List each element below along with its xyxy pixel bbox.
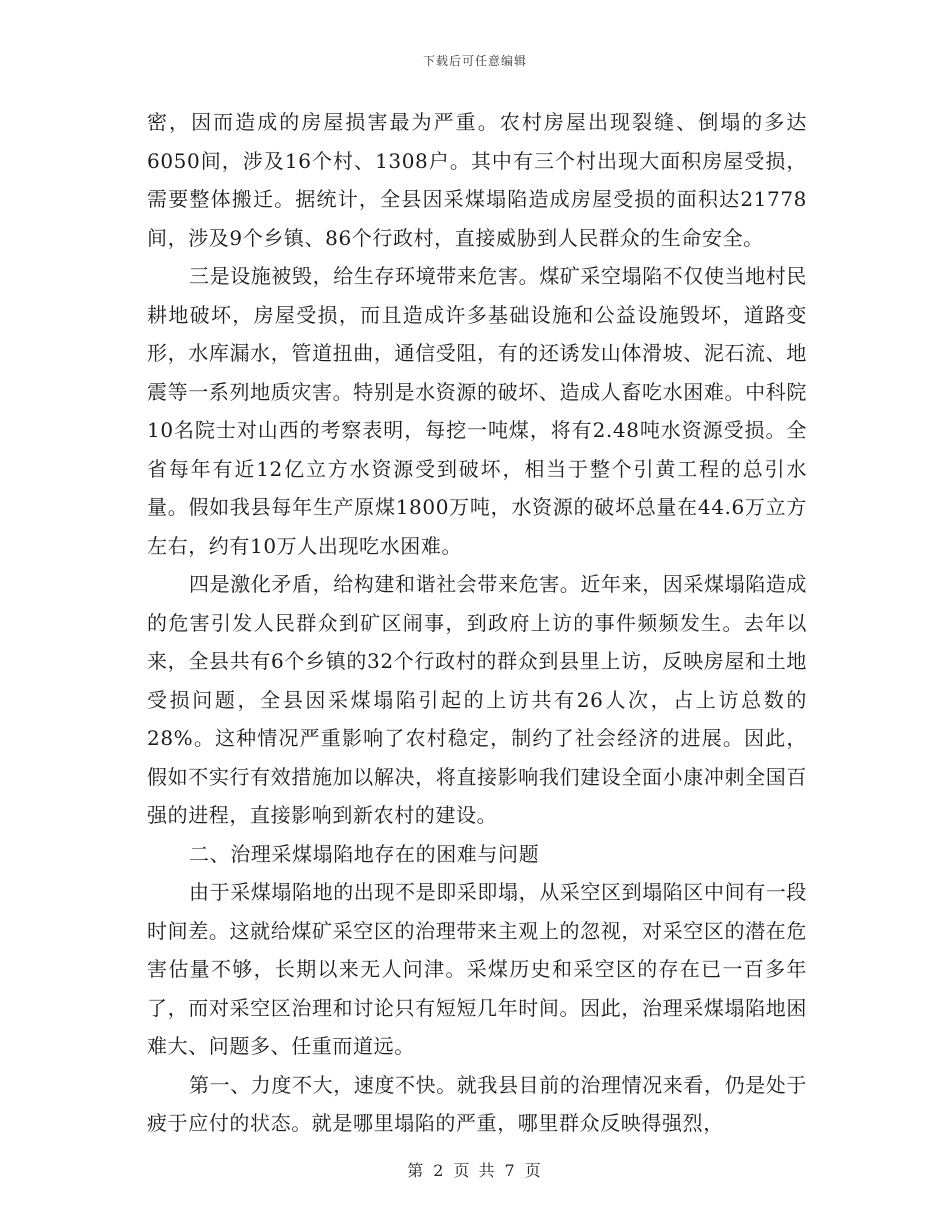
total-page-count: 7: [504, 1161, 517, 1180]
footer-prefix: 第: [407, 1161, 426, 1180]
section-heading: 二、治理采煤塌陷地存在的困难与问题: [189, 841, 540, 866]
paragraph-5: 第一、力度不大，速度不快。就我县目前的治理情况来看，仍是处于疲于应付的状态。就是哪里塌陷的严重，哪里群众反映得强烈，: [147, 1072, 807, 1135]
paragraph-3: 四是激化矛盾，给构建和谐社会带来危害。近年来，因采煤塌陷造成的危害引发人民群众到矿区闹事，到政府上访的事件频频发生。去年以来，全县共有6个乡镇的32个行政村的群众到县里上访，反映房屋和土地受损问题，全县因采煤塌陷引起的上访共有26人次，占上访总数的28%。这种情况严重影响了农村稳定，制约了社会经济的进展。因此，假如不实行有效措施加以解决，将直接影响我们建设全面小康冲刺全国百强的进程，直接影响到新农村的建设。: [147, 572, 807, 827]
document-body: [147, 103, 807, 1143]
paragraph-1: 密，因而造成的房屋损害最为严重。农村房屋出现裂缝、倒塌的多达6050间，涉及16个村、1308户。其中有三个村出现大面积房屋受损，需要整体搬迁。据统计，全县因采煤塌陷造成房屋受损的面积达21778间，涉及9个乡镇、86个行政村，直接威胁到人民群众的生命安全。: [147, 110, 807, 250]
page-header: 下载后可任意编辑: [422, 54, 527, 68]
current-page-number: 2: [433, 1161, 446, 1180]
paragraph-2: 三是设施被毁，给生存环境带来危害。煤矿采空塌陷不仅使当地村民耕地破坏，房屋受损，而且造成许多基础设施和公益设施毁坏，道路变形，水库漏水，管道扭曲，通信受阻，有的还诱发山体滑坡、泥石流、地震等一系列地质灾害。特别是水资源的破坏、造成人畜吃水困难。中科院10名院士对山西的考察表明，每挖一吨煤，将有2.48吨水资源受损。全省每年有近12亿立方水资源受到破坏，相当于整个引黄工程的总引水量。假如我县每年生产原煤1800万吨，水资源的破坏总量在44.6万立方左右，约有10万人出现吃水困难。: [147, 264, 807, 558]
footer-suffix: 页: [524, 1161, 543, 1180]
page-footer: [0, 1158, 950, 1181]
footer-middle: 页 共: [453, 1161, 497, 1180]
paragraph-4: 由于采煤塌陷地的出现不是即采即塌，从采空区到塌陷区中间有一段时间差。这就给煤矿采空区的治理带来主观上的忽视，对采空区的潜在危害估量不够，长期以来无人问津。采煤历史和采空区的存在已一百多年了，而对采空区治理和讨论只有短短几年时间。因此，治理采煤塌陷地困难大、问题多、任重而道远。: [147, 880, 807, 1058]
